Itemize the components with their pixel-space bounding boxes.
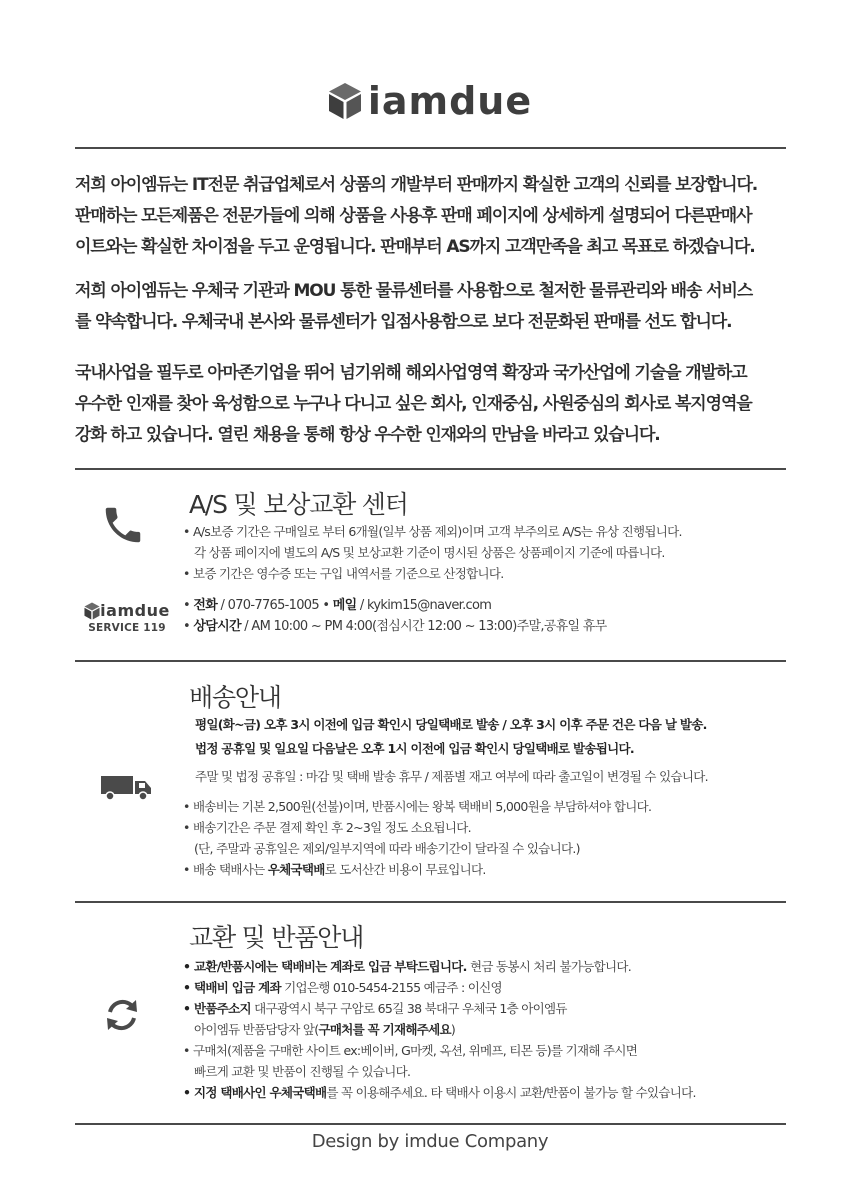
email-address[interactable]: / kykim15@naver.com xyxy=(356,598,492,613)
service-logo xyxy=(82,600,172,634)
intro-line: 이트와는 확실한 차이점을 두고 운영됩니다. 판매부터 AS까지 고객만족을 최고 목표로 하겠습니다. xyxy=(75,237,755,257)
phone-number: / 070-7765-1005 • xyxy=(217,598,333,613)
phone-label: 전화 xyxy=(193,598,218,613)
as-details xyxy=(183,521,682,584)
intro-paragraph-1 xyxy=(75,170,795,263)
as-contact xyxy=(183,595,607,637)
returns-line: 빠르게 교환 및 반품이 진행될 수 있습니다. xyxy=(194,1064,411,1079)
service-label: SERVICE 119 xyxy=(88,622,166,634)
mail-label: 메일 xyxy=(332,598,357,613)
phone-icon xyxy=(100,502,146,548)
shipping-details xyxy=(183,796,651,880)
text-span: 로 도서산간 비용이 무료입니다. xyxy=(324,862,486,877)
returns-section-title: 교환 및 반품안내 xyxy=(189,923,364,952)
intro-line: 를 약속합니다. 우체국내 본사와 물류센터가 입점사용함으로 보다 전문화된 판매를 선도 합니다. xyxy=(75,312,732,332)
returns-line xyxy=(183,1082,696,1103)
as-line: • 보증 기간은 영수증 또는 구입 내역서를 기준으로 산정합니다. xyxy=(183,566,504,581)
text-span: • 반품주소지 xyxy=(183,1001,251,1016)
divider xyxy=(75,1123,786,1125)
logo-text: iamdue xyxy=(367,79,533,123)
text-span: • 배송 택배사는 xyxy=(183,862,268,877)
shipping-line xyxy=(183,859,651,880)
shipping-notice-line: 평일(화~금) 오후 3시 이전에 입금 확인시 당일택배로 발송 / 오후 3시 이후 주문 건은 다음 날 발송. xyxy=(195,717,707,732)
text-span: 현금 동봉시 처리 불가능합니다. xyxy=(466,959,631,974)
cube-logo-icon xyxy=(84,602,100,620)
text-span: 를 꼭 이용해주세요. 타 택배사 이용시 교환/반품이 불가능 할 수있습니다. xyxy=(326,1085,696,1100)
intro-line: 국내사업을 필두로 아마존기업을 뛰어 넘기위해 해외사업영역 확장과 국가산업에 기술을 개발하고 xyxy=(75,363,747,383)
text-span: • 택배비 입금 계좌 xyxy=(183,980,281,995)
intro-line: 우수한 인재를 찾아 육성함으로 누구나 다니고 싶은 회사, 인재중심, 사원중심의 회사로 복지영역을 xyxy=(75,394,752,414)
returns-line xyxy=(183,977,696,998)
shipping-notice-line: 주말 및 법정 공휴일 : 마감 및 택배 발송 휴무 / 제품별 재고 여부에 따라 출고일이 변경될 수 있습니다. xyxy=(195,769,708,784)
text-span: 아이엠듀 반품담당자 앞( xyxy=(194,1022,319,1037)
returns-details xyxy=(183,956,696,1103)
brand-logo xyxy=(0,78,860,124)
service-logo-text: iamdue xyxy=(100,601,170,620)
returns-line: • 구매처(제품을 구매한 사이트 ex:베이버, G마켓, 옥션, 위메프, 티몬 등)를 기재해 주시면 xyxy=(183,1043,638,1058)
return-address: 대구광역시 북구 구암로 65길 38 북대구 우체국 1층 아이엠듀 xyxy=(250,1001,567,1016)
shipping-notice-line: 법정 공휴일 및 일요일 다음날은 오후 1시 이전에 입금 확인시 당일택배로 발송됩니다. xyxy=(195,741,634,756)
intro-line: 판매하는 모든제품은 전문가들에 의해 상품을 사용후 판매 페이지에 상세하게 설명되어 다른판매사 xyxy=(75,206,752,226)
intro-paragraph-3 xyxy=(75,358,795,451)
as-line: • A/s보증 기간은 구매일로 부터 6개월(일부 상품 제외)이며 고객 부주의로 A/S는 유상 진행됩니다. xyxy=(183,524,682,539)
text-span: ) xyxy=(450,1022,456,1037)
shipping-line: (단, 주말과 공휴일은 제외/일부지역에 따라 배송기간이 달라질 수 있습니다.) xyxy=(194,841,580,856)
divider xyxy=(75,660,786,662)
hours-label: 상담시간 xyxy=(193,619,241,634)
carrier-name: 우체국택배 xyxy=(267,862,325,877)
contact-line: • 전화 / 070-7765-1005 • 메일 / kykim15@naver.com xyxy=(183,598,492,613)
intro-line: 저희 아이엠듀는 IT전문 취급업체로서 상품의 개발부터 판매까지 확실한 고객의 신뢰를 보장합니다. xyxy=(75,175,758,195)
intro-line: 강화 하고 있습니다. 열린 채용을 통해 항상 우수한 인재와의 만남을 바라고 있습니다. xyxy=(75,425,660,445)
divider xyxy=(75,147,786,149)
text-span: 구매처를 꼭 기재해주세요 xyxy=(318,1022,451,1037)
text-span: • 교환/반품시에는 택배비는 계좌로 입금 부탁드립니다. xyxy=(183,959,467,974)
truck-icon xyxy=(101,773,153,801)
intro-line: 저희 아이엠듀는 우체국 기관과 MOU 통한 물류센터를 사용함으로 철저한 물류관리와 배송 서비스 xyxy=(75,281,753,301)
divider xyxy=(75,901,786,903)
hours-line: • 상담시간 / AM 10:00 ~ PM 4:00(점심시간 12:00 ~ 13:00)주말,공휴일 휴무 xyxy=(183,619,607,634)
returns-line xyxy=(183,1019,696,1040)
returns-line xyxy=(183,956,696,977)
account-info: 기업은행 010-5454-2155 예금주 : 이신영 xyxy=(280,980,502,995)
shipping-notice xyxy=(195,713,708,787)
hours-value: / AM 10:00 ~ PM 4:00(점심시간 12:00 ~ 13:00)주말,공휴일 휴무 xyxy=(240,619,607,634)
divider xyxy=(75,468,786,470)
cube-logo-icon xyxy=(328,82,362,120)
refresh-icon xyxy=(102,995,142,1035)
shipping-line: • 배송기간은 주문 결제 확인 후 2~3일 정도 소요됩니다. xyxy=(183,820,471,835)
shipping-line: • 배송비는 기본 2,500원(선불)이며, 반품시에는 왕복 택배비 5,000원을 부담하셔야 합니다. xyxy=(183,799,652,814)
footer-credit: Design by imdue Company xyxy=(311,1131,549,1152)
shipping-section-title: 배송안내 xyxy=(189,683,281,712)
returns-line xyxy=(183,998,696,1019)
text-span: • 지정 택배사인 우체국택배 xyxy=(183,1085,327,1100)
as-section-title: A/S 및 보상교환 센터 xyxy=(189,490,408,519)
intro-paragraph-2 xyxy=(75,276,795,338)
as-line: 각 상품 페이지에 별도의 A/S 및 보상교환 기준이 명시된 상품은 상품페이지 기준에 따릅니다. xyxy=(194,545,665,560)
